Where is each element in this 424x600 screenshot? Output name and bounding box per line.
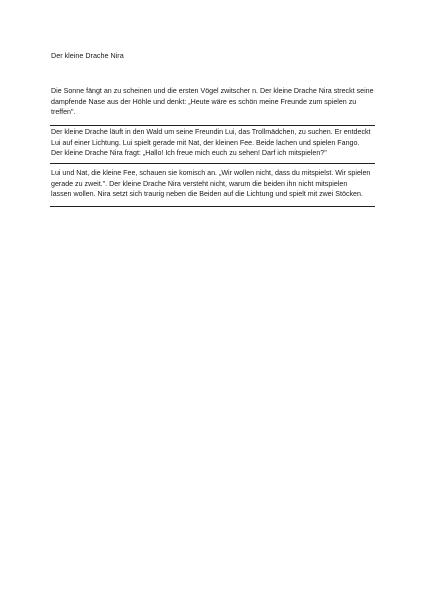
section-divider — [50, 163, 375, 164]
paragraph-line: Der kleine Drache läuft in den Wald um seine Freundin Lui, das Trollmädchen, zu suchen. Er entdeckt — [51, 128, 371, 136]
paragraph-line: Lui auf einer Lichtung. Lui spielt gerade mit Nat, der kleinen Fee. Beide lachen und spielen Fango. — [51, 138, 360, 147]
paragraph-line: treffen". — [51, 108, 76, 117]
section-divider — [50, 125, 375, 126]
paragraph-line: Der kleine Drache Nira fragt: „Hallo! Ich freue mich euch zu sehen! Darf ich mitspielen?" — [51, 149, 327, 158]
paragraph-3 — [51, 168, 373, 200]
paragraph-2 — [51, 127, 373, 159]
paragraph-line: Die Sonne fängt an zu scheinen und die ersten Vögel zwitscher n. Der kleine Drache Nira streckt seine — [51, 87, 374, 95]
paragraph-line: gerade zu zweit.". Der kleine Drache Nira versteht nicht, warum die beiden ihn nicht mitspielen — [51, 179, 348, 188]
document-title: Der kleine Drache Nira — [51, 51, 124, 60]
section-divider — [50, 206, 375, 207]
paragraph-1 — [51, 86, 373, 118]
paragraph-line: Lui und Nat, die kleine Fee, schauen sie komisch an. „Wir wollen nicht, dass du mitspielst. Wir spielen — [51, 169, 371, 177]
paragraph-line: dampfende Nase aus der Höhle und denkt: „Heute wäre es schön meine Freunde zum spielen zu — [51, 97, 357, 106]
paragraph-line: lassen wollen. Nira setzt sich traurig neben die Beiden auf die Lichtung und spielt mit zwei Stöcken. — [51, 190, 363, 199]
